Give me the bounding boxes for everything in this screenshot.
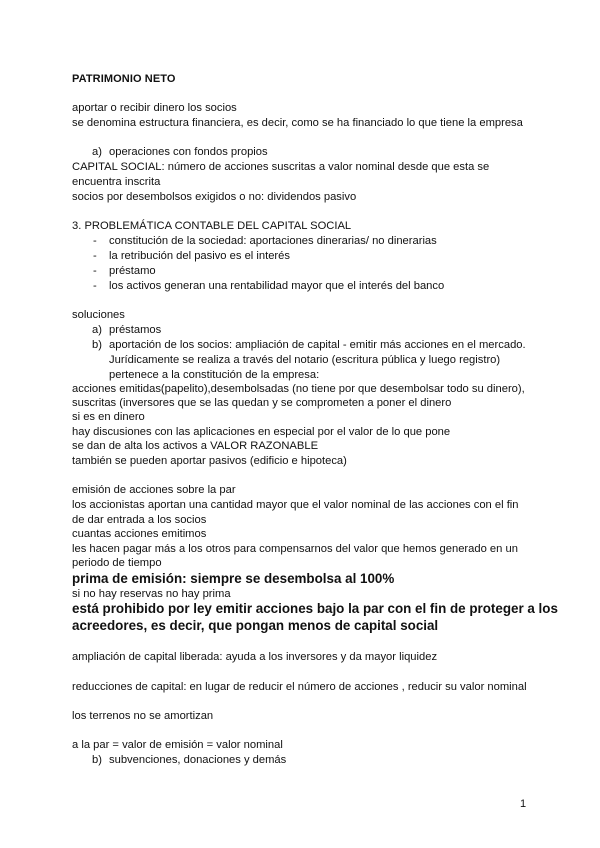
intro-line-2: se denomina estructura financiera, es decir, como se ha financiado lo que tiene la empresa <box>72 117 523 129</box>
emision-line-3: de dar entrada a los socios <box>72 514 207 526</box>
capital-social-line-3: socios por desembolsos exigidos o no: dividendos pasivo <box>72 191 357 203</box>
prohibido-bold-line-1: está prohibido por ley emitir acciones bajo la par con el fin de proteger a los <box>72 601 558 616</box>
solution-aportacion-line-3: pertenece a la constitución de la empresa: <box>109 369 320 381</box>
acciones-line-6: también se pueden aportar pasivos (edificio e hipoteca) <box>72 455 347 467</box>
capital-social-line-1: CAPITAL SOCIAL: número de acciones suscritas a valor nominal desde que esta se <box>72 161 490 173</box>
emision-line-6: periodo de tiempo <box>72 557 162 569</box>
reducciones-line: reducciones de capital: en lugar de reducir el número de acciones , reducir su valor nominal <box>72 681 527 693</box>
prohibido-bold-line-2: acreedores, es decir, que pongan menos de capital social <box>72 618 439 633</box>
bullet-item: los activos generan una rentabilidad mayor que el interés del banco <box>109 280 445 292</box>
capital-social-line-2: encuentra inscrita <box>72 176 161 188</box>
list-marker-b: b) <box>92 339 102 351</box>
soluciones-label: soluciones <box>72 309 125 321</box>
acciones-line-3: si es en dinero <box>72 411 145 423</box>
emision-line-1: emisión de acciones sobre la par <box>72 484 236 496</box>
bullet-marker: - <box>93 250 97 262</box>
bullet-marker: - <box>93 280 97 292</box>
solution-aportacion-line-1: aportación de los socios: ampliación de capital - emitir más acciones en el mercado. <box>109 339 526 351</box>
acciones-line-2: suscritas (inversores que se las quedan y se comprometen a poner el dinero <box>72 397 452 409</box>
list-marker-a: a) <box>92 146 102 158</box>
list-item-operaciones: operaciones con fondos propios <box>109 146 268 158</box>
bullet-marker: - <box>93 265 97 277</box>
bullet-marker: - <box>93 235 97 247</box>
section-heading: 3. PROBLEMÁTICA CONTABLE DEL CAPITAL SOCIAL <box>72 220 352 232</box>
bullet-item: préstamo <box>109 265 156 277</box>
acciones-line-1: acciones emitidas(papelito),desembolsadas (no tiene por que desembolsar todo su dinero), <box>72 383 525 395</box>
emision-line-5: les hacen pagar más a los otros para compensarnos del valor que hemos generado en un <box>72 543 518 555</box>
a-la-par-line: a la par = valor de emisión = valor nominal <box>72 739 283 751</box>
bullet-item: constitución de la sociedad: aportaciones dinerarias/ no dinerarias <box>109 235 437 247</box>
emision-line-2: los accionistas aportan una cantidad mayor que el valor nominal de las acciones con el fin <box>72 499 519 511</box>
bullet-item: la retribución del pasivo es el interés <box>109 250 290 262</box>
prima-emision-bold: prima de emisión: siempre se desembolsa al 100% <box>72 571 395 586</box>
acciones-line-4: hay discusiones con las aplicaciones en especial por el valor de lo que pone <box>72 426 451 438</box>
no-reservas-line: si no hay reservas no hay prima <box>72 588 231 600</box>
page-title: PATRIMONIO NETO <box>72 73 176 85</box>
emision-line-4: cuantas acciones emitimos <box>72 528 207 540</box>
acciones-line-5: se dan de alta los activos a VALOR RAZONABLE <box>72 440 319 452</box>
terrenos-line: los terrenos no se amortizan <box>72 710 214 722</box>
list-marker-b: b) <box>92 754 102 766</box>
list-marker-a: a) <box>92 324 102 336</box>
page-number: 1 <box>520 798 527 810</box>
solution-aportacion-line-2: Jurídicamente se realiza a través del notario (escritura pública y luego registro) <box>109 354 501 366</box>
solution-prestamos: préstamos <box>109 324 162 336</box>
ampliacion-line: ampliación de capital liberada: ayuda a los inversores y da mayor liquidez <box>72 651 438 663</box>
list-item-subvenciones: subvenciones, donaciones y demás <box>109 754 287 766</box>
intro-line-1: aportar o recibir dinero los socios <box>72 102 237 114</box>
